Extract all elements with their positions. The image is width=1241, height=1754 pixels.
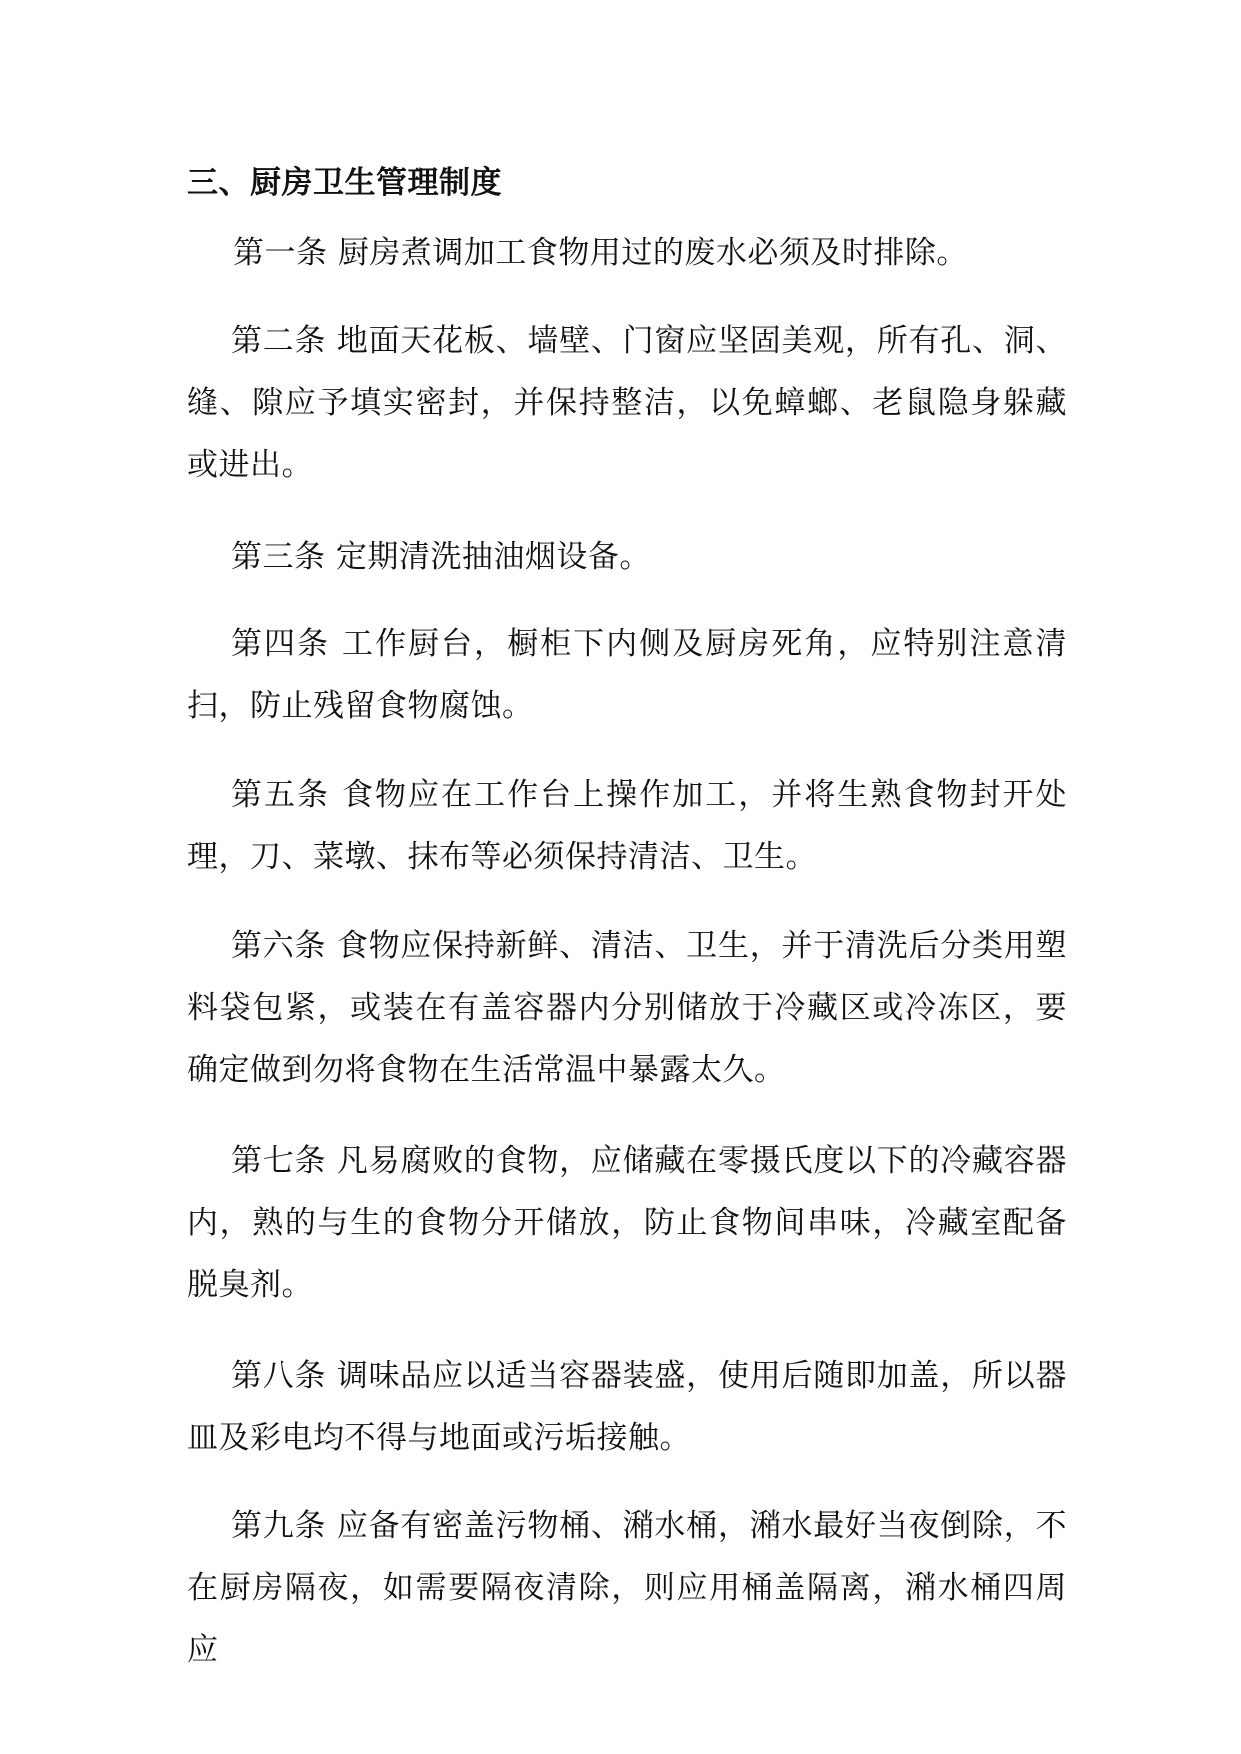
- article-1: 第一条 厨房煮调加工食物用过的废水必须及时排除。: [233, 235, 968, 271]
- section-heading: 三、厨房卫生管理制度: [187, 165, 502, 201]
- article-7: 第七条 凡易腐败的食物，应储藏在零摄氏度以下的冷藏容器内，熟的与生的食物分开储放，防止食物间串味，冷藏室配备脱臭剂。: [187, 1143, 1067, 1303]
- article-9: 第九条 应备有密盖污物桶、潲水桶，潲水最好当夜倒除，不在厨房隔夜，如需要隔夜清除，则应用桶盖隔离，潲水桶四周应: [187, 1508, 1067, 1668]
- article-3: 第三条 定期清洗抽油烟设备。: [231, 539, 651, 575]
- article-4: 第四条 工作厨台，橱柜下内侧及厨房死角，应特别注意清扫，防止残留食物腐蚀。: [187, 626, 1067, 724]
- article-2: 第二条 地面天花板、墙壁、门窗应坚固美观，所有孔、洞、缝、隙应予填实密封，并保持整洁，以免蟑螂、老鼠隐身躲藏或进出。: [187, 323, 1067, 483]
- article-8: 第八条 调味品应以适当容器装盛，使用后随即加盖，所以器皿及彩电均不得与地面或污垢接触。: [187, 1358, 1067, 1456]
- article-6: 第六条 食物应保持新鲜、清洁、卫生，并于清洗后分类用塑料袋包紧，或装在有盖容器内分别储放于冷藏区或冷冻区，要确定做到勿将食物在生活常温中暴露太久。: [187, 928, 1067, 1088]
- article-5: 第五条 食物应在工作台上操作加工，并将生熟食物封开处理，刀、菜墩、抹布等必须保持清洁、卫生。: [187, 777, 1067, 875]
